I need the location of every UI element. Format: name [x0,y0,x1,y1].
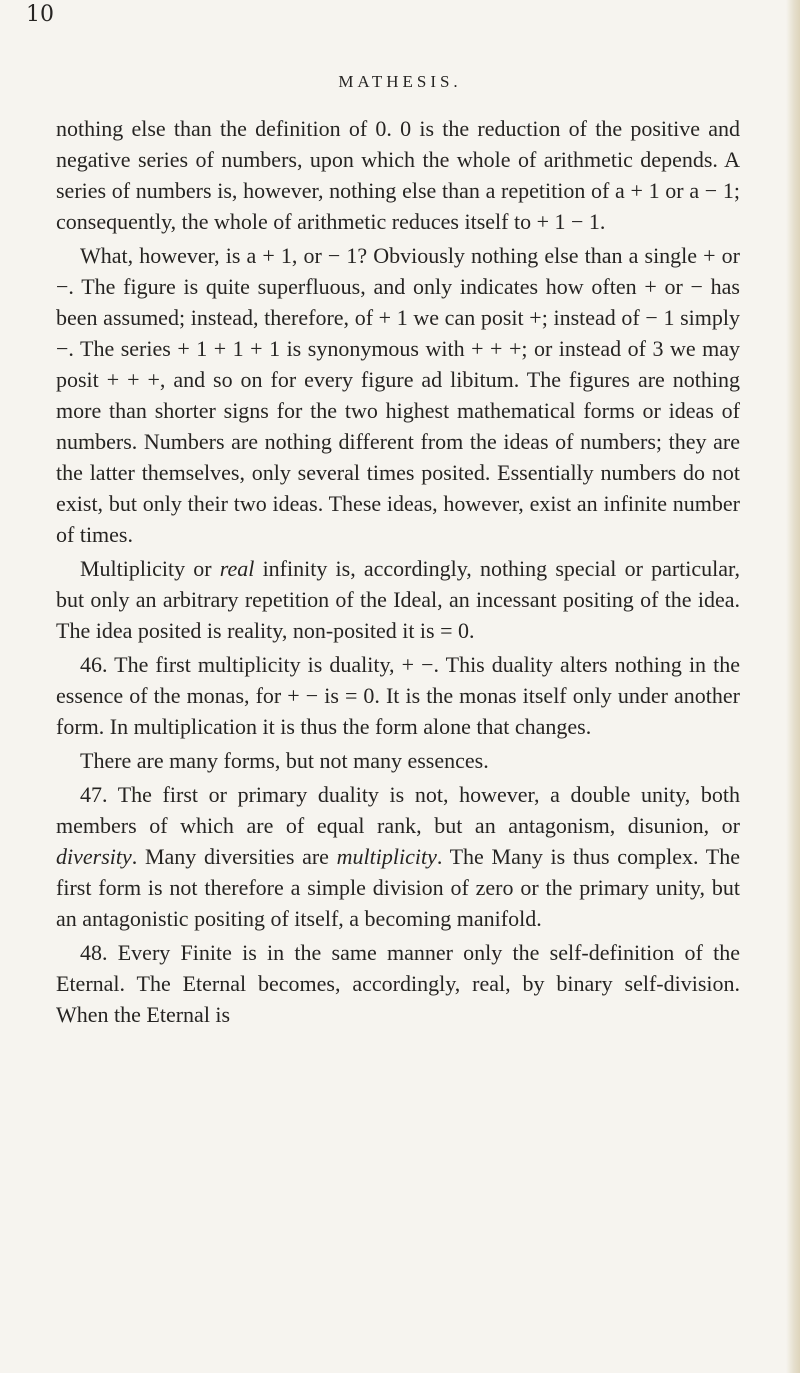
italic-text: multiplicity [336,844,437,869]
paragraph [56,113,740,237]
text-run: Multiplicity or [80,556,220,581]
paragraph [56,745,740,776]
text-run: infinity is, accordingly, nothing special or particular, but only an arbitrary repetition of the Ideal, an incessant positing of the idea. The idea posited is reality, non-posited it is = 0. [56,556,740,643]
italic-text: diversity [56,844,132,869]
text-run: nothing else than the definition of 0. 0 is the reduction of the positive and negative series of numbers, upon which the whole of arithmetic depends. A series of numbers is, however, nothing else than a repetition of a + 1 or a − 1; consequently, the whole of arithmetic reduces itself to + 1 − 1. [56,116,740,234]
text-run: 48. Every Finite is in the same manner only the self-definition of the Eternal. The Eternal becomes, accordingly, real, by binary self-division. When the Eternal is [56,940,740,1027]
text-run: 47. The first or primary duality is not, however, a double unity, both members of which are of equal rank, but an antagonism, disunion, or [56,782,740,838]
paragraph [56,240,740,550]
text-run: What, however, is a + 1, or − 1? Obviously nothing else than a single + or −. The figure is quite superfluous, and only indicates how often + or − has been assumed; instead, therefore, of + 1 we can posit +; instead of − 1 simply −. The series + 1 + 1 + 1 is synonymous with + + +; or instead of 3 we may posit + + +, and so on for every figure ad libitum. The figures are nothing more than shorter signs for the two highest mathematical forms or ideas of numbers. Numbers are nothing different from the ideas of numbers; they are the latter themselves, only several times posited. Essentially numbers do not exist, but only their two ideas. These ideas, however, exist an infinite number of times. [56,243,740,547]
paragraph [56,779,740,934]
text-run: . The Many is thus complex. The first form is not therefore a simple division of zero or the primary unity, but an antagonistic positing of itself, a becoming manifold. [56,844,740,931]
paragraph [56,553,740,646]
italic-text: real [219,556,255,581]
paragraph [56,649,740,742]
text-run: There are many forms, but not many essences. [80,748,489,773]
page-edge-shadow [786,0,800,1373]
paragraph [56,937,740,1030]
page-number: 10 [26,2,54,27]
body-text [56,113,740,1030]
text-run: . Many diversities are [131,844,337,869]
text-run: 46. The first multiplicity is duality, + −. This duality alters nothing in the essence of the monas, for + − is = 0. It is the monas itself only under another form. In multiplication it is thus the form alone that changes. [56,652,740,739]
running-head: MATHESIS. [338,72,462,91]
